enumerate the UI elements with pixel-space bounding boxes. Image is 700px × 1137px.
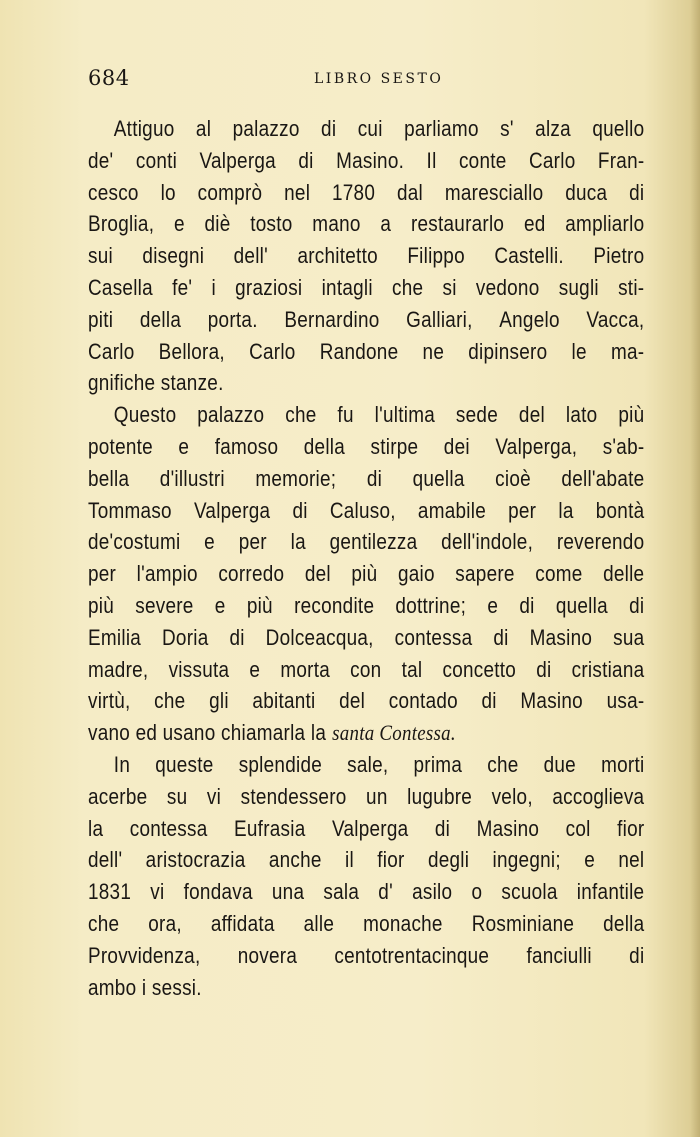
text-line: virtù, che gli abitanti del contado di Masino usa- bbox=[88, 688, 645, 714]
text-line bbox=[88, 717, 644, 749]
text-line: Provvidenza, novera centotrentacinque fanciulli di bbox=[88, 942, 645, 968]
text-line: cesco lo comprò nel 1780 dal maresciallo duca di bbox=[88, 179, 645, 205]
text-line: potente e famoso della stirpe dei Valperga, s'ab- bbox=[88, 433, 645, 459]
text-line-start: vano ed usano chiamarla la bbox=[88, 720, 327, 746]
page-number: 684 bbox=[88, 66, 130, 90]
text-line: Carlo Bellora, Carlo Randone ne dipinsero le ma- bbox=[88, 338, 645, 364]
text-line: 1831 vi fondava una sala d' asilo o scuola infantile bbox=[88, 879, 645, 905]
text-line: bella d'illustri memorie; di quella cioè dell'abate bbox=[88, 465, 645, 491]
text-line: Attiguo al palazzo di cui parliamo s' alza quello bbox=[113, 116, 645, 141]
text-line: de' conti Valperga di Masino. Il conte Carlo Fran- bbox=[88, 147, 645, 173]
text-line: per l'ampio corredo del più gaio sapere come delle bbox=[88, 561, 645, 587]
running-head bbox=[88, 66, 648, 96]
text-line: la contessa Eufrasia Valperga di Masino col fior bbox=[88, 815, 645, 841]
body-text bbox=[88, 113, 645, 1003]
text-line: sui disegni dell' architetto Filippo Castelli. Pietro bbox=[88, 243, 645, 269]
italic-phrase: santa Contessa. bbox=[332, 720, 456, 746]
text-line: acerbe su vi stendessero un lugubre velo, accoglieva bbox=[88, 783, 645, 809]
text-line: gnifiche stanze. bbox=[88, 370, 224, 396]
text-line: In queste splendide sale, prima che due morti bbox=[113, 751, 645, 777]
text-line: Questo palazzo che fu l'ultima sede del lato più bbox=[113, 402, 645, 428]
text-line: piti della porta. Bernardino Galliari, Angelo Vacca, bbox=[88, 306, 645, 332]
text-line: de'costumi e per la gentilezza dell'indole, reverendo bbox=[88, 529, 645, 555]
text-line: che ora, affidata alle monache Rosminiane della bbox=[88, 910, 645, 936]
text-line: Broglia, e diè tosto mano a restaurarlo ed ampliarlo bbox=[88, 211, 645, 237]
text-line: ambo i sessi. bbox=[88, 974, 202, 1000]
text-line: Casella fe' i graziosi intagli che si vedono sugli sti- bbox=[88, 274, 645, 300]
page-edge-shadow bbox=[690, 0, 700, 1137]
book-section-title: LIBRO SESTO bbox=[314, 71, 444, 87]
text-line: Tommaso Valperga di Caluso, amabile per la bontà bbox=[88, 497, 645, 523]
text-line: dell' aristocrazia anche il fior degli ingegni; e nel bbox=[88, 847, 645, 873]
text-line: Emilia Doria di Dolceacqua, contessa di Masino sua bbox=[88, 624, 645, 650]
text-line: madre, vissuta e morta con tal concetto di cristiana bbox=[88, 656, 645, 682]
text-line: più severe e più recondite dottrine; e di quella di bbox=[88, 592, 645, 618]
